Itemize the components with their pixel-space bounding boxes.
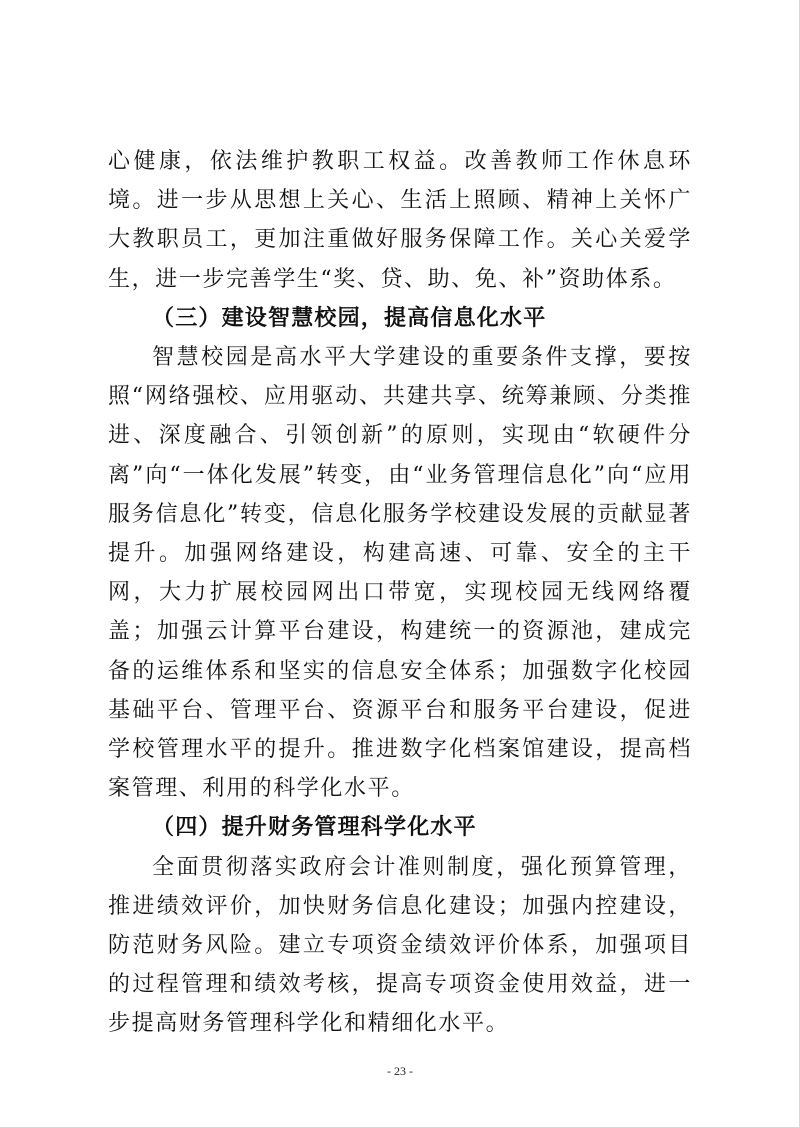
paragraph-continued: 心健康，依法维护教职工权益。改善教师工作休息环境。进一步从思想上关心、生活上照顾、精神上关怀广大教职员工，更加注重做好服务保障工作。关心关爱学生，进一步完善学生“奖、贷、助、免、补”资助体系。	[108, 149, 692, 292]
page-content	[108, 142, 692, 1044]
page-number: - 23 -	[387, 1064, 413, 1078]
paragraph-finance: 全面贯彻落实政府会计准则制度，强化预算管理，推进绩效评价，加快财务信息化建设；加强内控建设，防范财务风险。建立专项资金绩效评价体系，加强项目的过程管理和绩效考核，提高专项资金使用效益，进一步提高财务管理科学化和精细化水平。	[108, 854, 692, 1037]
section-heading-3: （三）建设智慧校园，提高信息化水平	[152, 305, 547, 331]
paragraph-smart-campus: 智慧校园是高水平大学建设的重要条件支撑，要按照“网络强校、应用驱动、共建共享、统筹兼顾、分类推进、深度融合、引领创新”的原则，实现由“软硬件分离”向“一体化发展”转变，由“业务管理信息化”向“应用服务信息化”转变，信息化服务学校建设发展的贡献显著提升。加强网络建设，构建高速、可靠、安全的主干网，大力扩展校园网出口带宽，实现校园无线网络覆盖；加强云计算平台建设，构建统一的资源池，建成完备的运维体系和坚实的信息安全体系；加强数字化校园基础平台、管理平台、资源平台和服务平台建设，促进学校管理水平的提升。推进数字化档案馆建设，提高档案管理、利用的科学化水平。	[108, 345, 692, 802]
section-heading-4: （四）提升财务管理科学化水平	[152, 815, 477, 841]
